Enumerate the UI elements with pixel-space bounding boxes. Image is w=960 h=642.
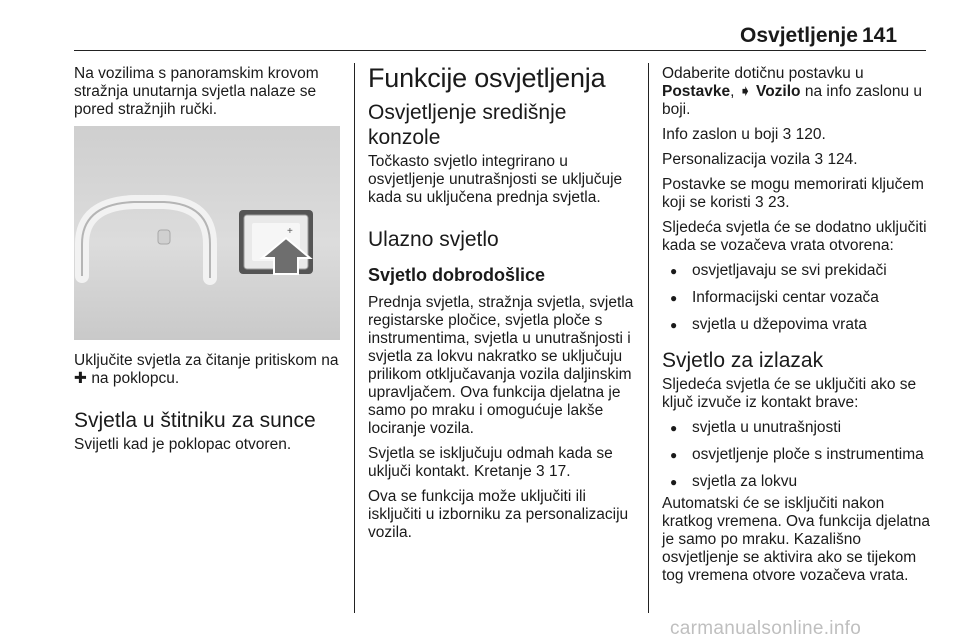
memory-text-body: Postavke se mogu memorirati ključem koji se koristi xyxy=(662,176,924,211)
page-ref-arrow-icon: 3 xyxy=(536,463,545,480)
column-divider-right xyxy=(648,63,649,613)
page-ref-arrow-icon: 3 xyxy=(782,126,792,143)
list-item: ● osvjetljavaju se svi prekidači xyxy=(662,262,932,280)
reading-light-text xyxy=(74,352,342,388)
svg-text:+: + xyxy=(287,226,293,237)
memory-text xyxy=(662,176,932,212)
list-item: ● osvjetljenje ploče s instrumentima xyxy=(662,446,932,464)
memory-page: 23. xyxy=(767,194,790,211)
exit-text: Automatski će se isključiti nakon kratkog vremena. Ova funkcija djelatna je samo po mraku. Kazališno osvjetljenje se aktivira ako se tijekom tog vremena otvore vozačeva vrata. xyxy=(662,495,930,584)
sunvisor-heading: Svjetla u štitniku za sunce xyxy=(74,409,316,432)
welcome-text: Prednja svjetla, stražnja svjetla, svjetla registarske pločice, svjetla ploče s instrumentima, svjetla u unutrašnjosti i svjetla za lokvu nakratko se uključuju prilikom otključavanja vozila daljinskim upravljačem. Ova funkcija djelatna je samo po mraku i omogućuje lakše lociranje vozila. xyxy=(368,294,634,437)
page-ref-arrow-icon: 3 xyxy=(755,194,764,211)
header-divider xyxy=(74,50,926,51)
running-header-title: Osvjetljenje xyxy=(740,24,858,47)
reading-light-photo xyxy=(74,126,340,340)
plus-icon: ✚ xyxy=(74,370,87,387)
menu-postavke: Postavke xyxy=(662,83,731,100)
lights-off-ref: 17. xyxy=(548,463,571,480)
menu-vozilo: Vozilo xyxy=(756,83,801,100)
rear-lights-intro: Na vozilima s panoramskim krovom stražnja unutarnja svjetla nalaze se pored stražnjih ručki. xyxy=(74,65,319,118)
lights-off-text xyxy=(368,445,638,481)
select-setting-text: Odaberite dotičnu postavku u Postavke, ➧ Vozilo na info zaslonu u boji. xyxy=(662,65,923,118)
info-display-page: 120. xyxy=(795,126,826,143)
console-text: Točkasto svjetlo integrirano u osvjetljenje unutrašnjosti se uključuje kada su uključena prednja svjetla. xyxy=(368,153,623,206)
watermark: carmanualsonline.info xyxy=(670,618,862,639)
exit-intro: Sljedeća svjetla će se uključiti ako se ključ izvuče iz kontakt brave: xyxy=(662,376,917,411)
info-display-text: Info zaslon u boji xyxy=(662,126,779,143)
page-number: 141 xyxy=(862,24,898,47)
doors-intro: Sljedeća svjetla će se dodatno uključiti kada se vozačeva vrata otvorena: xyxy=(662,219,927,254)
page-ref-arrow-icon: 3 xyxy=(814,151,824,168)
reading-light-text-a: Uključite svjetla za čitanje pritiskom na xyxy=(74,352,339,369)
column-1 xyxy=(74,65,342,461)
column-3 xyxy=(662,65,932,592)
exit-list xyxy=(662,419,932,491)
welcome-heading: Svjetlo dobrodošlice xyxy=(368,265,546,285)
list-item: ● Informacijski centar vozača xyxy=(662,289,932,307)
personalization-page: 124. xyxy=(827,151,858,168)
menu-text: Ova se funkcija može uključiti ili isključiti u izborniku za personalizaciju vozila. xyxy=(368,488,629,541)
exit-heading: Svjetlo za izlazak xyxy=(662,349,824,372)
list-item: ● svjetla za lokvu xyxy=(662,473,932,491)
personalization-text: Personalizacija vozila xyxy=(662,151,811,168)
list-item: ● svjetla u unutrašnjosti xyxy=(662,419,932,437)
main-heading: Funkcije osvjetljenja xyxy=(368,63,606,93)
lights-off-text-body: Svjetla se isključuju odmah kada se uključi kontakt. Kretanje xyxy=(368,445,613,480)
select-setting-c: na info zaslonu u boji. xyxy=(662,83,923,118)
column-2 xyxy=(368,62,638,549)
menu-arrow-icon: ➧ xyxy=(738,83,752,100)
column-divider-left xyxy=(354,63,355,613)
entry-heading: Ulazno svjetlo xyxy=(368,228,499,251)
doors-list xyxy=(662,262,932,334)
select-setting-a: Odaberite dotičnu postavku u xyxy=(662,65,864,82)
info-display-ref xyxy=(662,126,932,144)
console-heading: Osvjetljenje središnje konzole xyxy=(368,101,567,149)
sunvisor-text: Svijetli kad je poklopac otvoren. xyxy=(74,436,292,453)
list-item: ● svjetla u džepovima vrata xyxy=(662,316,932,334)
personalization-ref xyxy=(662,151,932,169)
reading-light-text-b: na poklopcu. xyxy=(91,370,180,387)
